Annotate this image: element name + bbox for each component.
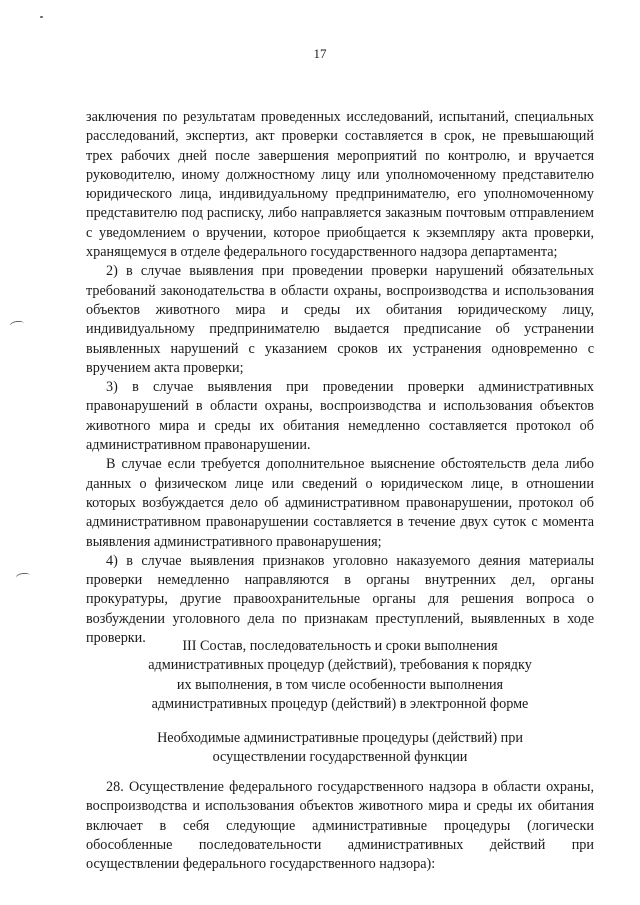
scan-margin-mark	[16, 572, 31, 581]
section-heading-line: их выполнения, в том числе особенности выполнения	[176, 676, 504, 693]
subheading-line: Необходимые административные процедуры (действий) при	[157, 730, 523, 746]
section-heading-line: административных процедур (действий) в электронной форме	[151, 695, 529, 712]
page-number: 17	[313, 46, 327, 61]
subheading	[86, 729, 594, 768]
paragraph-item-3: 3) в случае выявления при проведении проверки административных правонарушений в области охраны, воспроизводства и использования объектов животного мира и среды их обитания немедленно составляется протокол об административном правонарушении.	[86, 379, 594, 454]
section-heading-line: III Состав, последовательность и сроки выполнения	[182, 638, 498, 654]
subheading-line: осуществлении государственной функции	[212, 749, 468, 766]
paragraph-item-2: 2) в случае выявления при проведении проверки нарушений обязательных требований законодательства в области охраны, воспроизводства и использования объектов животного мира и среды их обитания юридическому лицу, индивидуальному предпринимателю выдается предписание об устранении выявленных нарушений с указанием сроков их устранения одновременно с вручением акта проверки;	[86, 263, 594, 376]
paragraph-act-delivery: заключения по результатам проведенных исследований, испытаний, специальных расследований, экспертиз, акт проверки составляется в срок, не превышающий трех рабочих дней после завершения мероприятий по контролю, и вручается руководителю, иному должностному лицу или уполномоченному представителю юридического лица, индивидуальному предпринимателю, его уполномоченному представителю под расписку, либо направляется заказным почтовым отправлением с уведомлением о вручении, которое приобщается к экземпляру акта проверки, хранящемуся в отделе федерального государственного надзора департамента;	[86, 109, 594, 261]
section-heading-line: административных процедур (действий), требования к порядку	[148, 657, 532, 674]
scan-speck	[40, 16, 43, 18]
paragraph-additional-inquiry: В случае если требуется дополнительное выяснение обстоятельств дела либо данных о физическом лице или сведений о юридическом лице, в отношении которых возбуждается дело об административном правонарушении, протокол об административном правонарушении составляется в течение двух суток с момента выявления административного правонарушения;	[86, 456, 594, 550]
section-heading	[86, 637, 594, 714]
scan-margin-mark	[10, 320, 25, 329]
body-text-top	[86, 108, 594, 648]
paragraph-28: 28. Осуществление федерального государственного надзора в области охраны, воспроизводства и использования объектов животного мира и среды их обитания включает в себя следующие административные процедуры (логически обособленные последовательности административных действий при осуществлении федерального государственного надзора):	[86, 779, 594, 873]
body-text-bottom	[86, 778, 594, 874]
paragraph-item-4: 4) в случае выявления признаков уголовно наказуемого деяния материалы проверки немедленно направляются в органы внутренних дел, органы прокуратуры, другие правоохранительные органы для решения вопроса о возбуждении уголовного дела по признакам преступлений, выявленных в ходе проверки.	[86, 552, 594, 647]
